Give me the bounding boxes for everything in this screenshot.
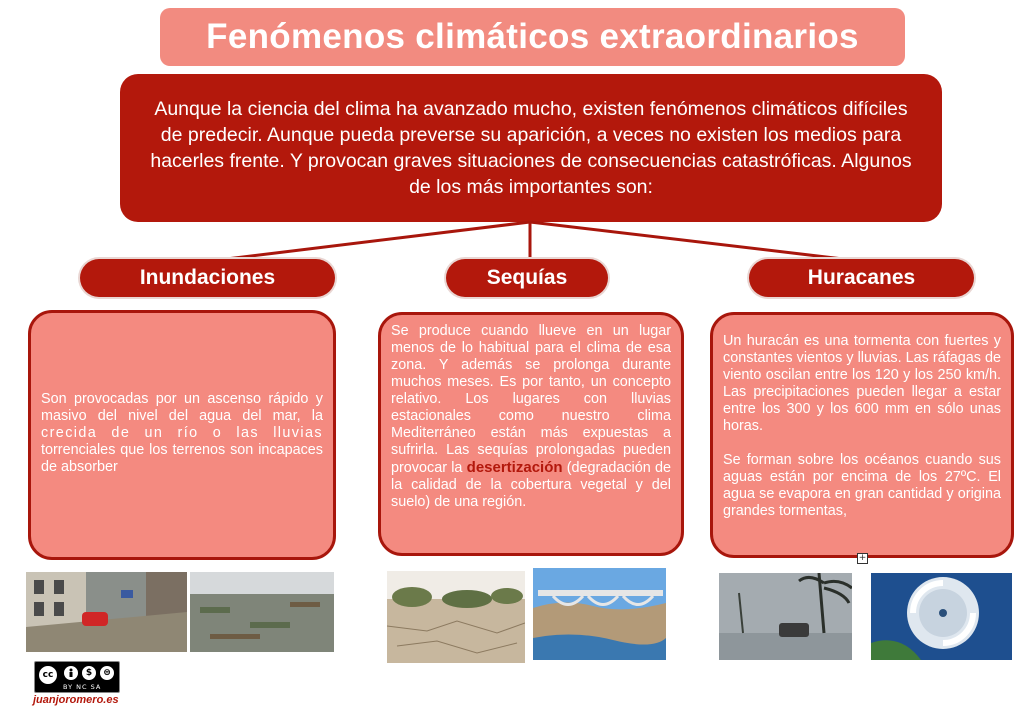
page-title: Fenómenos climáticos extraordinarios	[160, 8, 905, 66]
inundaciones-text: Son provocadas por un ascenso rápido y masivo del nivel del agua del mar, la crecida de un río o las lluvias torrenciales que los terrenos son incapaces de absorber	[41, 391, 323, 475]
flood-street-photo	[26, 572, 187, 652]
desertizacion-term: desertización	[466, 459, 563, 476]
hurricane-satellite-photo	[871, 573, 1012, 660]
expand-icon[interactable]: +	[858, 553, 867, 563]
cc-labels: BY NC SA	[63, 683, 102, 691]
intro-box: Aunque la ciencia del clima ha avanzado mucho, existen fenómenos climáticos difíciles de predecir. Aunque pueda preverse su aparición, a veces no existen los medios para hacerles frente. Y provocan graves situaciones de consecuencias catastróficas. Algunos de los más importantes son:	[120, 74, 942, 222]
connector-inundaciones	[210, 222, 530, 261]
label-huracanes: Huracanes	[749, 259, 974, 297]
label-inundaciones: Inundaciones	[80, 259, 335, 297]
dry-reservoir-bridge-photo	[533, 568, 666, 660]
card-inundaciones	[28, 310, 336, 560]
card-sequias	[378, 312, 684, 556]
flooded-fields-photo	[190, 572, 334, 652]
credit-link[interactable]: juanjoromero.es	[33, 694, 119, 706]
label-sequias: Sequías	[446, 259, 608, 297]
cc-license-badge	[34, 661, 120, 693]
by-icon	[63, 665, 79, 681]
sa-icon: ⊜	[99, 665, 115, 681]
nc-icon: $	[81, 665, 97, 681]
huracanes-paragraph-2: Se forman sobre los océanos cuando sus aguas están por encima de los 27ºC. El agua se evapora en gran cantidad y origina grandes tormentas,	[723, 452, 1001, 519]
sequias-text: Se produce cuando llueve en un lugar menos de lo habitual para el clima de esa zona. Y además se prolonga durante muchos meses. Es por tanto, un concepto relativo. Los lugares con lluvias estacionales como nuestro clima Mediterráneo están más expuestas a sufrirla. Las sequías prolongadas pueden provocar la desertización (degradación de la calidad de la cobertura vegetal y del suelo) de una región.	[391, 323, 671, 510]
huracanes-paragraph-1: Un huracán es una tormenta con fuertes y constantes vientos y lluvias. Las ráfagas de viento oscilan entre los 120 y los 250 km/h. Las precipitaciones pueden llegar a estar entre los 300 y los 600 mm en sólo unas horas.	[723, 333, 1001, 434]
dry-olive-field-photo	[387, 571, 525, 663]
cc-icon: cc	[38, 665, 58, 685]
connector-huracanes	[530, 222, 860, 261]
hurricane-storm-photo	[719, 573, 852, 660]
card-huracanes	[710, 312, 1014, 558]
